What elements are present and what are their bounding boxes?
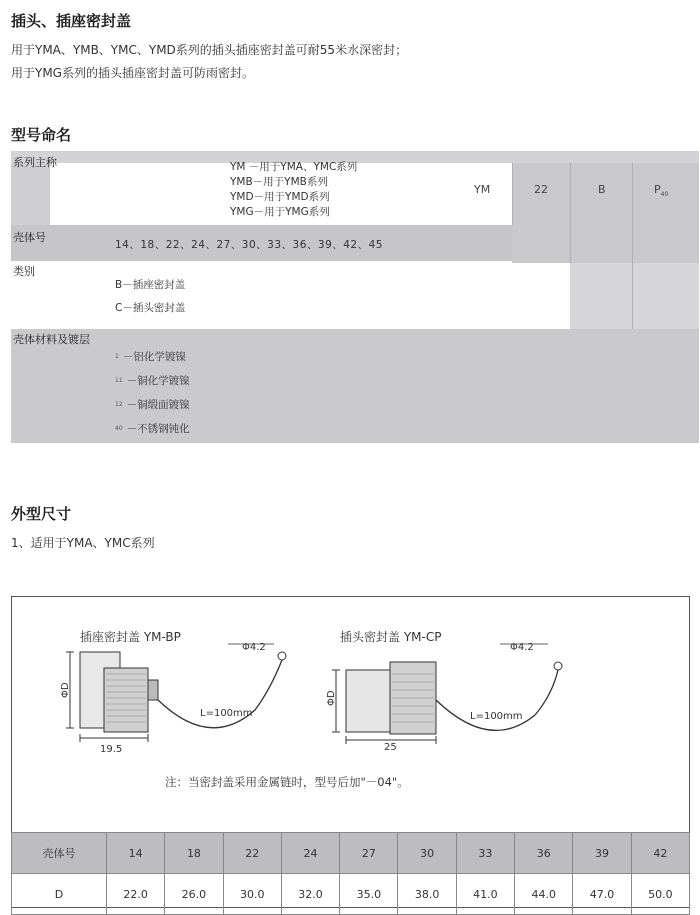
- drawing2-d-label: ΦD: [326, 690, 337, 706]
- code-divider-1: [512, 163, 513, 225]
- series-item: YMG－用于YMG系列: [230, 206, 330, 218]
- drawing2-title: 插头密封盖 YM-CP: [340, 630, 442, 644]
- drawing1-dim: 19.5: [100, 744, 123, 755]
- type-item-b: B－插座密封盖: [115, 279, 186, 291]
- drawing1-svg: [60, 640, 320, 755]
- material-item: 40 －不锈钢钝化: [115, 423, 190, 435]
- drawing2-dim: 25: [384, 742, 397, 753]
- series-item: YMD－用于YMD系列: [230, 191, 330, 203]
- code-prefix: YM: [474, 183, 491, 196]
- table-cell: 30.0: [223, 874, 281, 915]
- table-header-row: [12, 833, 690, 874]
- table-cell: 41.0: [456, 874, 514, 915]
- drawing1-length: L=100mm: [200, 708, 253, 719]
- series-label: 系列主称: [13, 156, 57, 169]
- dimensions-heading: 外型尺寸: [11, 505, 72, 523]
- drawing2-svg: [320, 640, 590, 755]
- material-label: 壳体材料及镀层: [13, 333, 90, 346]
- dimension-table: [11, 832, 690, 915]
- drawing1-phi: Φ4.2: [242, 642, 266, 653]
- naming-heading: 型号命名: [11, 126, 72, 144]
- table-cell: 36: [515, 833, 573, 874]
- code-divider-3: [632, 163, 633, 329]
- table-cell: 42: [631, 833, 689, 874]
- dimensions-subheading: 1、适用于YMA、YMC系列: [11, 536, 155, 550]
- table-cell: 47.0: [573, 874, 631, 915]
- material-item: 1 －铝化学镀镍: [115, 351, 186, 363]
- series-item: YM －用于YMA、YMC系列: [230, 161, 358, 173]
- drawing-note: 注：当密封盖采用金属链时，型号后加"－04"。: [165, 775, 409, 789]
- series-item: YMB－用于YMB系列: [230, 176, 328, 188]
- table-cell: 14: [107, 833, 165, 874]
- intro-line-1: 用于YMA、YMB、YMC、YMD系列的插头插座密封盖可耐55米水深密封；: [11, 43, 408, 57]
- table-row: [12, 874, 690, 915]
- series-list: [230, 160, 357, 220]
- table-cell: 44.0: [515, 874, 573, 915]
- material-item: 12 －铜缎面镀镍: [115, 399, 190, 411]
- table-cell: 39: [573, 833, 631, 874]
- table-cell: 24: [281, 833, 339, 874]
- drawing2-phi: Φ4.2: [510, 642, 534, 653]
- code-material: [654, 183, 668, 198]
- table-cell: 22.0: [107, 874, 165, 915]
- table-cell: 26.0: [165, 874, 223, 915]
- code-divider-2: [570, 163, 571, 263]
- table-cell: 38.0: [398, 874, 456, 915]
- drawing1-d-label: ΦD: [60, 682, 71, 698]
- code-material-sub: 40: [660, 191, 669, 199]
- table-cell: 32.0: [281, 874, 339, 915]
- code-type: B: [598, 183, 606, 196]
- table-cell: 50.0: [631, 874, 689, 915]
- shell-values: 14、18、22、24、27、30、33、36、39、42、45: [115, 239, 383, 251]
- table-cell: 33: [456, 833, 514, 874]
- drawing1-title: 插座密封盖 YM-BP: [80, 630, 181, 644]
- band-type-right: [570, 263, 699, 329]
- table-cell: 27: [340, 833, 398, 874]
- table-cell: 30: [398, 833, 456, 874]
- material-list: [115, 345, 190, 441]
- code-size: 22: [534, 183, 548, 196]
- drawing2-length: L=100mm: [470, 711, 523, 722]
- table-cell: 35.0: [340, 874, 398, 915]
- type-item-c: C－插头密封盖: [115, 302, 186, 314]
- page-title: 插头、插座密封盖: [11, 12, 132, 30]
- table-header-label: 壳体号: [12, 833, 107, 874]
- table-cell: 22: [223, 833, 281, 874]
- table-row-label: D: [12, 874, 107, 915]
- band-left: [11, 163, 50, 225]
- type-label: 类别: [13, 265, 35, 278]
- intro-line-2: 用于YMG系列的插头插座密封盖可防雨密封。: [11, 66, 254, 80]
- table-cell: 18: [165, 833, 223, 874]
- material-item: 11 －铜化学镀镍: [115, 375, 190, 387]
- band-right: [512, 163, 699, 263]
- shell-label: 壳体号: [13, 231, 46, 244]
- code-material-letter: P: [654, 183, 661, 196]
